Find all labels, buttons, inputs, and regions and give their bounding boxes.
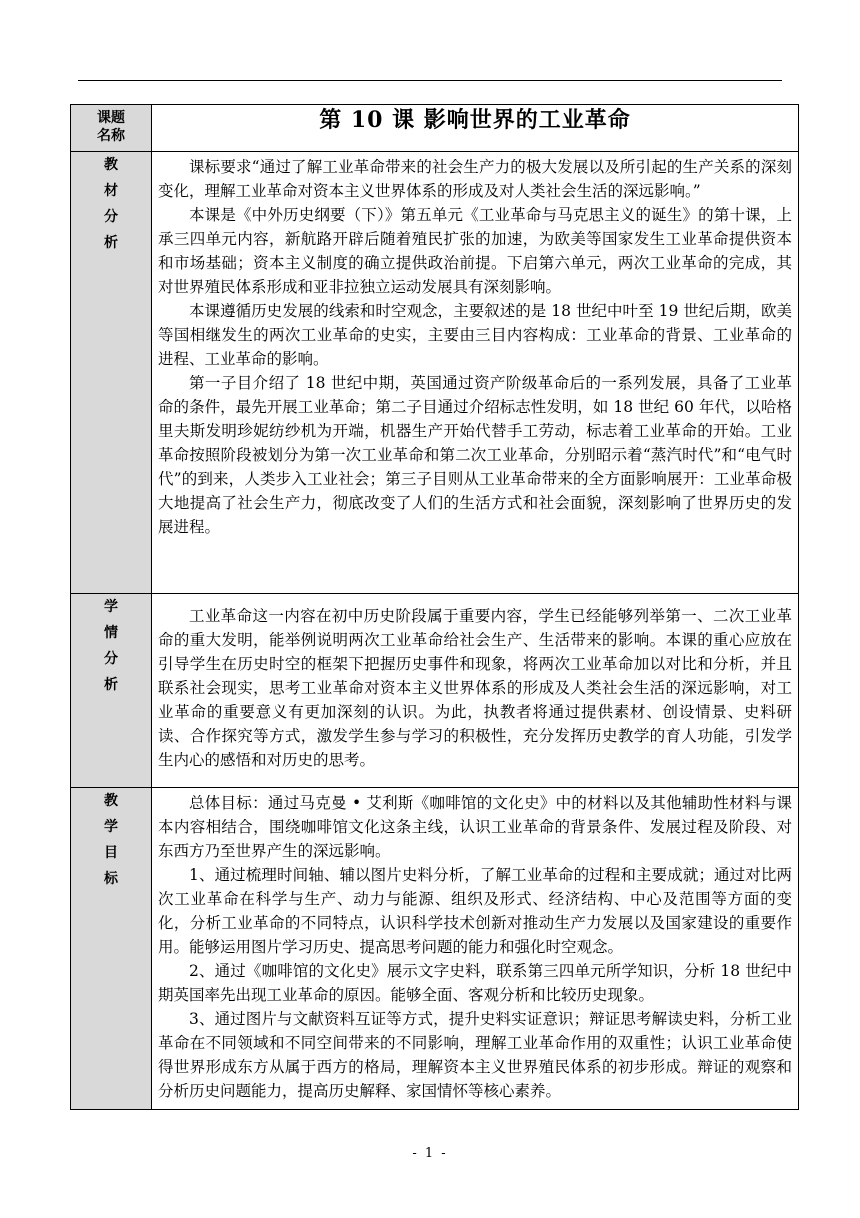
section-label: 学情分析 xyxy=(104,599,118,693)
paragraph: 课标要求“通过了解工业革命带来的社会生产力的极大发展以及所引起的生产关系的深刻变化，理解工业革命对资本主义世界体系的形成及对人类社会生活的深远影响。” xyxy=(158,158,792,200)
paragraph: 本课是《中外历史纲要（下）》第五单元《工业革命与马克思主义的诞生》的第十课，上承三四单元内容，新航路开辟后随着殖民扩张的加速，为欧美等国家发生工业革命提供资本和市场基础；资本主义制度的确立提供政治前提。下启第六单元，两次工业革命的完成，其对世界殖民体系形成和亚非拉独立运动发展具有深刻影响。 xyxy=(158,206,792,296)
section-label-cell xyxy=(71,152,152,594)
section-label-cell xyxy=(71,788,152,1110)
header-rule xyxy=(78,80,782,81)
section-label: 教学目标 xyxy=(104,793,118,887)
title-label: 课题名称 xyxy=(97,110,125,144)
section-label-cell xyxy=(71,594,152,788)
paragraph: 本课遵循历史发展的线索和时空观念，主要叙述的是 18 世纪中叶至 19 世纪后期，欧美等国相继发生的两次工业革命的史实，主要由三目内容构成：工业革命的背景、工业革命的进程、工业革命的影响。 xyxy=(158,302,792,368)
paragraph: 3、通过图片与文献资料互证等方式，提升史料实证意识；辩证思考解读史料，分析工业革命在不同领域和不同空间带来的不同影响，理解工业革命作用的双重性；认识工业革命使得世界形成东方从属于西方的格局，理解资本主义世界殖民体系的初步形成。辩证的观察和分析历史问题能力，提高历史解释、家国情怀等核心素养。 xyxy=(158,1010,792,1100)
section-content-cell xyxy=(152,152,799,594)
paragraph: 总体目标：通过马克曼 • 艾利斯《咖啡馆的文化史》中的材料以及其他辅助性材料与课本内容相结合，围绕咖啡馆文化这条主线，认识工业革命的背景条件、发展过程及阶段、对东西方乃至世界产生的深远影响。 xyxy=(158,794,792,860)
title-row xyxy=(71,105,799,152)
paragraph: 1、通过梳理时间轴、辅以图片史料分析，了解工业革命的过程和主要成就；通过对比两次工业革命在科学与生产、动力与能源、组织及形式、经济结构、中心及范围等方面的变化，分析工业革命的不同特点，认识科学技术创新对推动生产力发展以及国家建设的重要作用。能够运用图片学习历史、提高思考问题的能力和强化时空观念。 xyxy=(158,866,792,956)
lesson-plan-table xyxy=(70,104,799,1110)
paragraph: 工业革命这一内容在初中历史阶段属于重要内容，学生已经能够列举第一、二次工业革命的重大发明，能举例说明两次工业革命给社会生产、生活带来的影响。本课的重心应放在引导学生在历史时空的框架下把握历史事件和现象，将两次工业革命加以对比和分析，并且联系社会现实，思考工业革命对资本主义世界体系的形成及人类社会生活的深远影响，对工业革命的重要意义有更加深刻的认识。为此，执教者将通过提供素材、创设情景、史料研读、合作探究等方式，激发学生参与学习的积极性，充分发挥历史教学的育人功能，引发学生内心的感悟和对历史的思考。 xyxy=(158,607,792,769)
title-cell xyxy=(152,105,799,152)
lesson-title: 第 10 课 影响世界的工业革命 xyxy=(319,107,631,133)
paragraph: 第一子目介绍了 18 世纪中期，英国通过资产阶级革命后的一系列发展，具备了工业革命的条件，最先开展工业革命；第二子目通过介绍标志性发明，如 18 世纪 60 年代，以哈格里夫斯发明珍妮纺纱机为开端，机器生产开始代替手工劳动，标志着工业革命的开始。工业革命按照阶段被划分为第一次工业革命和第二次工业革命，分别昭示着“蒸汽时代”和“电气时代”的到来，人类步入工业社会；第三子目则从工业革命带来的全方面影响展开：工业革命极大地提高了社会生产力，彻底改变了人们的生活方式和社会面貌，深刻影响了世界历史的发展进程。 xyxy=(158,374,792,536)
title-label-cell xyxy=(71,105,152,152)
paragraph: 2、通过《咖啡馆的文化史》展示文字史料，联系第三四单元所学知识，分析 18 世纪中期英国率先出现工业革命的原因。能够全面、客观分析和比较历史现象。 xyxy=(158,962,792,1004)
section-row-textbook xyxy=(71,152,799,594)
section-row-students xyxy=(71,594,799,788)
page-number: - 1 - xyxy=(412,1146,448,1161)
section-content-cell xyxy=(152,594,799,788)
section-label: 教材分析 xyxy=(104,157,118,251)
section-row-goals xyxy=(71,788,799,1110)
section-content-cell xyxy=(152,788,799,1110)
